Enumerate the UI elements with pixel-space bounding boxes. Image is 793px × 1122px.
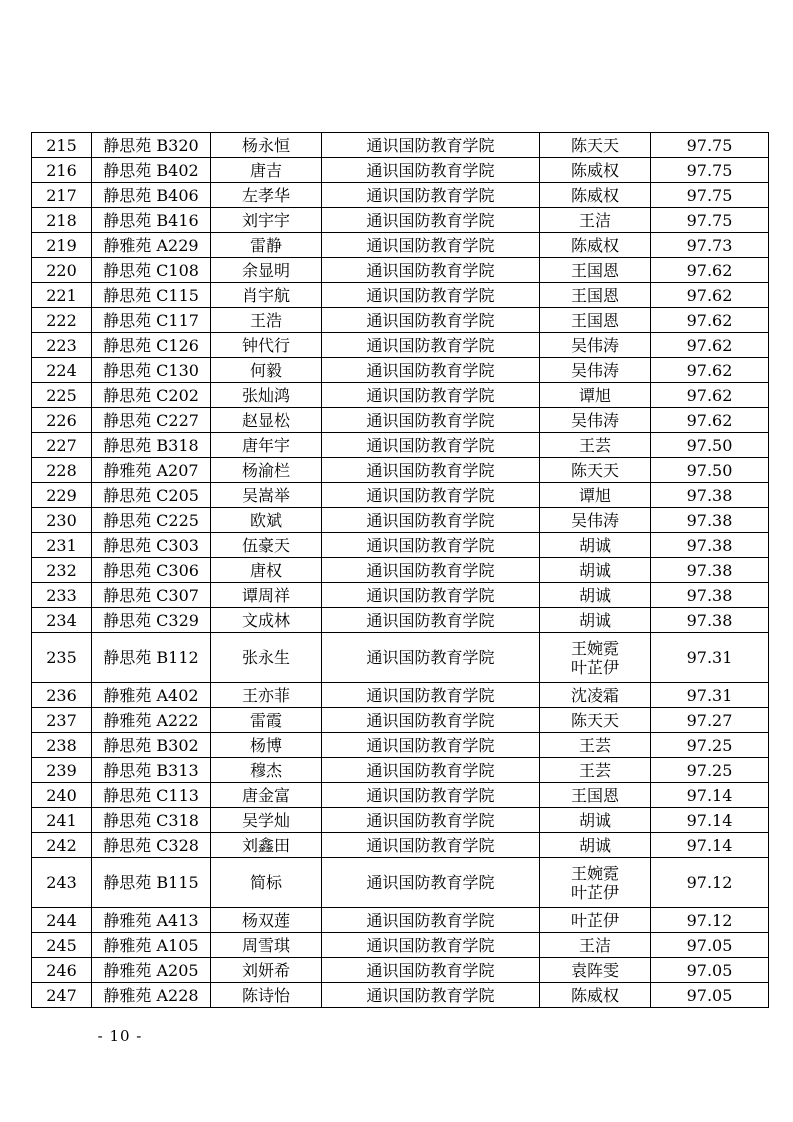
- rank-cell: 244: [32, 908, 92, 933]
- rank-cell: 243: [32, 858, 92, 908]
- dorm-room-cell: 静雅苑 A222: [92, 708, 211, 733]
- table-row: [32, 633, 769, 683]
- table-row: [32, 533, 769, 558]
- dorm-room-cell: 静雅苑 A413: [92, 908, 211, 933]
- table-row: [32, 683, 769, 708]
- rank-cell: 232: [32, 558, 92, 583]
- table-row: [32, 933, 769, 958]
- dorm-room-cell: 静思苑 B302: [92, 733, 211, 758]
- rank-cell: 225: [32, 383, 92, 408]
- student-name-cell: 肖宇航: [211, 283, 322, 308]
- rank-cell: 215: [32, 133, 92, 158]
- college-cell: 通识国防教育学院: [322, 933, 540, 958]
- student-name-cell: 谭周祥: [211, 583, 322, 608]
- counselor-name: 王婉霓: [570, 863, 619, 883]
- dorm-room-cell: 静雅苑 A207: [92, 458, 211, 483]
- counselor-cell: 叶芷伊: [540, 908, 651, 933]
- counselor-name-second: 叶芷伊: [570, 657, 619, 677]
- dorm-room-cell: 静思苑 C113: [92, 783, 211, 808]
- student-name-cell: 杨双莲: [211, 908, 322, 933]
- table-row: [32, 283, 769, 308]
- rank-cell: 242: [32, 833, 92, 858]
- student-name-cell: 穆杰: [211, 758, 322, 783]
- counselor-name-second: 叶芷伊: [570, 882, 619, 902]
- rank-cell: 246: [32, 958, 92, 983]
- counselor-cell: 吴伟涛: [540, 508, 651, 533]
- score-cell: 97.12: [651, 908, 769, 933]
- student-name-cell: 文成林: [211, 608, 322, 633]
- rank-cell: 239: [32, 758, 92, 783]
- table-row: [32, 583, 769, 608]
- rank-cell: 221: [32, 283, 92, 308]
- dorm-room-cell: 静思苑 C202: [92, 383, 211, 408]
- dormitory-ranking-table: [31, 132, 769, 1008]
- college-cell: 通识国防教育学院: [322, 408, 540, 433]
- student-name-cell: 赵显松: [211, 408, 322, 433]
- counselor-cell: 胡诚: [540, 608, 651, 633]
- college-cell: 通识国防教育学院: [322, 783, 540, 808]
- rank-cell: 224: [32, 358, 92, 383]
- dorm-room-cell: 静思苑 C108: [92, 258, 211, 283]
- counselor-name: 王婉霓: [570, 638, 619, 658]
- table-row: [32, 558, 769, 583]
- rank-cell: 223: [32, 333, 92, 358]
- dorm-room-cell: 静思苑 B416: [92, 208, 211, 233]
- dorm-room-cell: 静思苑 C130: [92, 358, 211, 383]
- student-name-cell: 欧斌: [211, 508, 322, 533]
- dorm-room-cell: 静思苑 B402: [92, 158, 211, 183]
- dorm-room-cell: 静雅苑 A229: [92, 233, 211, 258]
- rank-cell: 227: [32, 433, 92, 458]
- score-cell: 97.25: [651, 758, 769, 783]
- score-cell: 97.62: [651, 258, 769, 283]
- table-row: [32, 508, 769, 533]
- table-row: [32, 708, 769, 733]
- student-name-cell: 左孝华: [211, 183, 322, 208]
- college-cell: 通识国防教育学院: [322, 583, 540, 608]
- score-cell: 97.38: [651, 608, 769, 633]
- student-name-cell: 唐权: [211, 558, 322, 583]
- counselor-cell: 沈凌霜: [540, 683, 651, 708]
- counselor-cell: 胡诚: [540, 833, 651, 858]
- counselor-cell: 胡诚: [540, 808, 651, 833]
- college-cell: 通识国防教育学院: [322, 483, 540, 508]
- score-cell: 97.31: [651, 683, 769, 708]
- counselor-cell: 陈威权: [540, 158, 651, 183]
- score-cell: 97.62: [651, 333, 769, 358]
- rank-cell: 240: [32, 783, 92, 808]
- table-row: [32, 958, 769, 983]
- college-cell: 通识国防教育学院: [322, 133, 540, 158]
- dorm-room-cell: 静雅苑 A205: [92, 958, 211, 983]
- dorm-room-cell: 静思苑 C117: [92, 308, 211, 333]
- score-cell: 97.62: [651, 283, 769, 308]
- student-name-cell: 余显明: [211, 258, 322, 283]
- counselor-cell: 王芸: [540, 758, 651, 783]
- college-cell: 通识国防教育学院: [322, 683, 540, 708]
- student-name-cell: 雷霞: [211, 708, 322, 733]
- college-cell: 通识国防教育学院: [322, 208, 540, 233]
- score-cell: 97.05: [651, 983, 769, 1008]
- student-name-cell: 周雪琪: [211, 933, 322, 958]
- table-row: [32, 483, 769, 508]
- college-cell: 通识国防教育学院: [322, 908, 540, 933]
- rank-cell: 234: [32, 608, 92, 633]
- dorm-room-cell: 静思苑 C227: [92, 408, 211, 433]
- student-name-cell: 唐吉: [211, 158, 322, 183]
- rank-cell: 216: [32, 158, 92, 183]
- dorm-room-cell: 静思苑 C126: [92, 333, 211, 358]
- dorm-room-cell: 静思苑 C307: [92, 583, 211, 608]
- college-cell: 通识国防教育学院: [322, 833, 540, 858]
- counselor-cell: 谭旭: [540, 483, 651, 508]
- table-row: [32, 308, 769, 333]
- score-cell: 97.75: [651, 158, 769, 183]
- counselor-cell: 王洁: [540, 208, 651, 233]
- rank-cell: 237: [32, 708, 92, 733]
- counselor-cell: 王国恩: [540, 258, 651, 283]
- college-cell: 通识国防教育学院: [322, 508, 540, 533]
- counselor-cell: 吴伟涛: [540, 358, 651, 383]
- dorm-room-cell: 静雅苑 A105: [92, 933, 211, 958]
- college-cell: 通识国防教育学院: [322, 708, 540, 733]
- table-row: [32, 333, 769, 358]
- dorm-room-cell: 静思苑 C329: [92, 608, 211, 633]
- rank-cell: 222: [32, 308, 92, 333]
- counselor-cell: 胡诚: [540, 583, 651, 608]
- student-name-cell: 杨渝栏: [211, 458, 322, 483]
- counselor-cell: 吴伟涛: [540, 408, 651, 433]
- table-row: [32, 983, 769, 1008]
- table-row: [32, 833, 769, 858]
- student-name-cell: 杨博: [211, 733, 322, 758]
- college-cell: 通识国防教育学院: [322, 283, 540, 308]
- student-name-cell: 唐金富: [211, 783, 322, 808]
- score-cell: 97.05: [651, 958, 769, 983]
- score-cell: 97.38: [651, 508, 769, 533]
- table-body: [32, 133, 769, 1008]
- score-cell: 97.50: [651, 433, 769, 458]
- dorm-room-cell: 静雅苑 A228: [92, 983, 211, 1008]
- table-row: [32, 783, 769, 808]
- college-cell: 通识国防教育学院: [322, 608, 540, 633]
- score-cell: 97.62: [651, 358, 769, 383]
- dorm-room-cell: 静思苑 B318: [92, 433, 211, 458]
- dorm-room-cell: 静思苑 B406: [92, 183, 211, 208]
- college-cell: 通识国防教育学院: [322, 158, 540, 183]
- rank-cell: 219: [32, 233, 92, 258]
- dorm-room-cell: 静思苑 B112: [92, 633, 211, 683]
- college-cell: 通识国防教育学院: [322, 258, 540, 283]
- table-row: [32, 908, 769, 933]
- score-cell: 97.38: [651, 533, 769, 558]
- score-cell: 97.31: [651, 633, 769, 683]
- counselor-cell: 胡诚: [540, 558, 651, 583]
- counselor-cell: 王国恩: [540, 283, 651, 308]
- table-row: [32, 133, 769, 158]
- college-cell: 通识国防教育学院: [322, 458, 540, 483]
- college-cell: 通识国防教育学院: [322, 308, 540, 333]
- counselor-cell: 陈威权: [540, 183, 651, 208]
- score-cell: 97.73: [651, 233, 769, 258]
- dorm-room-cell: 静思苑 C225: [92, 508, 211, 533]
- college-cell: 通识国防教育学院: [322, 533, 540, 558]
- rank-cell: 233: [32, 583, 92, 608]
- counselor-cell: 陈天天: [540, 708, 651, 733]
- rank-cell: 230: [32, 508, 92, 533]
- score-cell: 97.62: [651, 383, 769, 408]
- rank-cell: 217: [32, 183, 92, 208]
- student-name-cell: 伍豪天: [211, 533, 322, 558]
- dorm-room-cell: 静思苑 C328: [92, 833, 211, 858]
- college-cell: 通识国防教育学院: [322, 333, 540, 358]
- table-row: [32, 183, 769, 208]
- dorm-room-cell: 静思苑 C205: [92, 483, 211, 508]
- table-row: [32, 858, 769, 908]
- rank-cell: 247: [32, 983, 92, 1008]
- rank-cell: 245: [32, 933, 92, 958]
- college-cell: 通识国防教育学院: [322, 633, 540, 683]
- college-cell: 通识国防教育学院: [322, 383, 540, 408]
- counselor-cell: 陈威权: [540, 983, 651, 1008]
- dorm-room-cell: 静思苑 B313: [92, 758, 211, 783]
- rank-cell: 231: [32, 533, 92, 558]
- student-name-cell: 刘宇宇: [211, 208, 322, 233]
- table-row: [32, 458, 769, 483]
- table-row: [32, 758, 769, 783]
- table-row: [32, 233, 769, 258]
- rank-cell: 241: [32, 808, 92, 833]
- student-name-cell: 吴学灿: [211, 808, 322, 833]
- counselor-cell: 王芸: [540, 733, 651, 758]
- rank-cell: 235: [32, 633, 92, 683]
- student-name-cell: 简标: [211, 858, 322, 908]
- table-row: [32, 158, 769, 183]
- dorm-room-cell: 静雅苑 A402: [92, 683, 211, 708]
- table-row: [32, 383, 769, 408]
- dorm-room-cell: 静思苑 C306: [92, 558, 211, 583]
- score-cell: 97.05: [651, 933, 769, 958]
- table-row: [32, 408, 769, 433]
- score-cell: 97.25: [651, 733, 769, 758]
- rank-cell: 218: [32, 208, 92, 233]
- score-cell: 97.12: [651, 858, 769, 908]
- college-cell: 通识国防教育学院: [322, 983, 540, 1008]
- college-cell: 通识国防教育学院: [322, 183, 540, 208]
- score-cell: 97.38: [651, 483, 769, 508]
- student-name-cell: 陈诗怡: [211, 983, 322, 1008]
- score-cell: 97.50: [651, 458, 769, 483]
- table-row: [32, 208, 769, 233]
- rank-cell: 228: [32, 458, 92, 483]
- college-cell: 通识国防教育学院: [322, 858, 540, 908]
- counselor-cell: 陈天天: [540, 458, 651, 483]
- score-cell: 97.14: [651, 833, 769, 858]
- counselor-cell: 谭旭: [540, 383, 651, 408]
- counselor-cell: 王国恩: [540, 783, 651, 808]
- student-name-cell: 张灿鸿: [211, 383, 322, 408]
- score-cell: 97.14: [651, 808, 769, 833]
- dorm-room-cell: 静思苑 B115: [92, 858, 211, 908]
- table-row: [32, 608, 769, 633]
- score-cell: 97.38: [651, 583, 769, 608]
- student-name-cell: 张永生: [211, 633, 322, 683]
- college-cell: 通识国防教育学院: [322, 958, 540, 983]
- college-cell: 通识国防教育学院: [322, 358, 540, 383]
- rank-cell: 238: [32, 733, 92, 758]
- table-row: [32, 358, 769, 383]
- college-cell: 通识国防教育学院: [322, 733, 540, 758]
- dorm-room-cell: 静思苑 C318: [92, 808, 211, 833]
- counselor-cell: 王国恩: [540, 308, 651, 333]
- student-name-cell: 王亦菲: [211, 683, 322, 708]
- dorm-room-cell: 静思苑 C115: [92, 283, 211, 308]
- counselor-cell: 袁阵雯: [540, 958, 651, 983]
- counselor-cell: 胡诚: [540, 533, 651, 558]
- student-name-cell: 钟代行: [211, 333, 322, 358]
- counselor-cell: [540, 858, 651, 908]
- rank-cell: 220: [32, 258, 92, 283]
- college-cell: 通识国防教育学院: [322, 808, 540, 833]
- rank-cell: 226: [32, 408, 92, 433]
- dorm-room-cell: 静思苑 B320: [92, 133, 211, 158]
- counselor-cell: [540, 633, 651, 683]
- counselor-cell: 陈威权: [540, 233, 651, 258]
- student-name-cell: 刘鑫田: [211, 833, 322, 858]
- college-cell: 通识国防教育学院: [322, 233, 540, 258]
- dorm-room-cell: 静思苑 C303: [92, 533, 211, 558]
- score-cell: 97.62: [651, 308, 769, 333]
- table-row: [32, 258, 769, 283]
- score-cell: 97.75: [651, 208, 769, 233]
- student-name-cell: 吴嵩举: [211, 483, 322, 508]
- college-cell: 通识国防教育学院: [322, 558, 540, 583]
- counselor-cell: 王洁: [540, 933, 651, 958]
- page-number: - 10 -: [97, 1027, 143, 1045]
- rank-cell: 229: [32, 483, 92, 508]
- student-name-cell: 王浩: [211, 308, 322, 333]
- score-cell: 97.62: [651, 408, 769, 433]
- counselor-cell: 陈天天: [540, 133, 651, 158]
- table-row: [32, 433, 769, 458]
- rank-cell: 236: [32, 683, 92, 708]
- student-name-cell: 何毅: [211, 358, 322, 383]
- score-cell: 97.75: [651, 133, 769, 158]
- score-cell: 97.14: [651, 783, 769, 808]
- student-name-cell: 雷静: [211, 233, 322, 258]
- student-name-cell: 杨永恒: [211, 133, 322, 158]
- score-cell: 97.38: [651, 558, 769, 583]
- counselor-cell: 王芸: [540, 433, 651, 458]
- college-cell: 通识国防教育学院: [322, 433, 540, 458]
- score-cell: 97.27: [651, 708, 769, 733]
- college-cell: 通识国防教育学院: [322, 758, 540, 783]
- student-name-cell: 刘妍希: [211, 958, 322, 983]
- score-cell: 97.75: [651, 183, 769, 208]
- student-name-cell: 唐年宇: [211, 433, 322, 458]
- counselor-cell: 吴伟涛: [540, 333, 651, 358]
- table-row: [32, 808, 769, 833]
- table-row: [32, 733, 769, 758]
